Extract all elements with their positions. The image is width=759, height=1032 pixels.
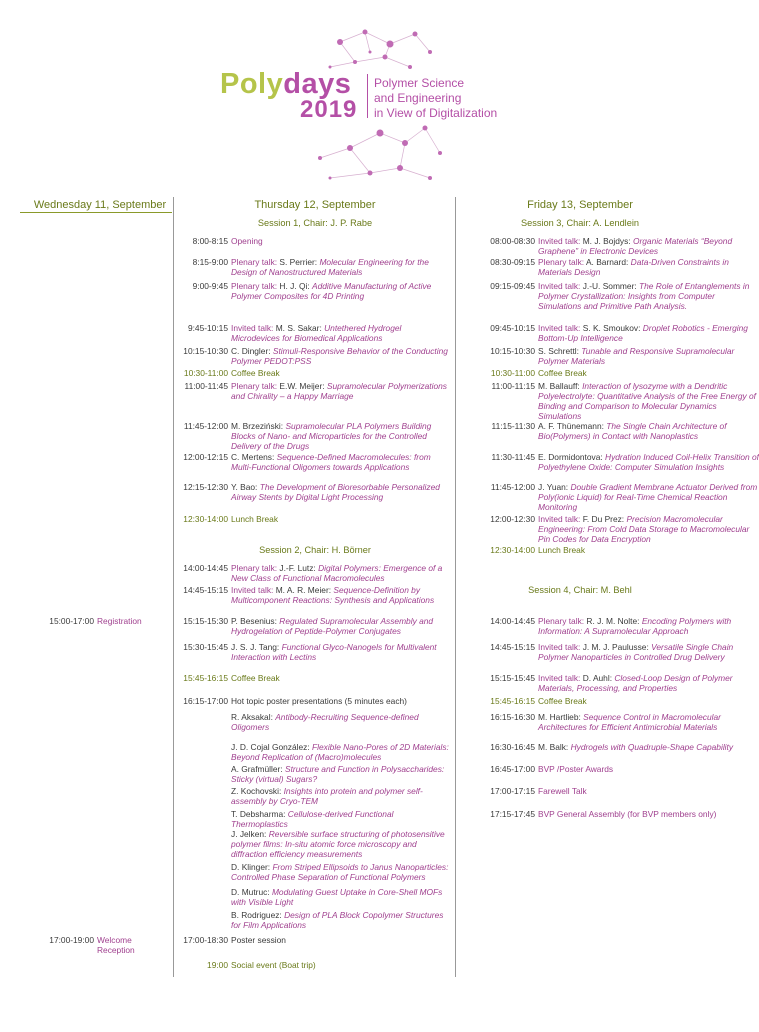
session-4-header: Session 4, Chair: M. Behl xyxy=(528,585,632,595)
wednesday-underline xyxy=(20,212,172,213)
column-divider-2 xyxy=(455,197,456,977)
molecule-network-bottom-icon xyxy=(300,118,450,190)
session-3-header: Session 3, Chair: A. Lendlein xyxy=(521,218,639,228)
logo-divider xyxy=(367,74,368,118)
logo-wordmark: Polydays xyxy=(220,68,352,100)
day-header-wednesday: Wednesday 11, September xyxy=(33,199,167,211)
session-2-header: Session 2, Chair: H. Börner xyxy=(259,545,371,555)
logo-subtitle-3: in View of Digitalization xyxy=(374,106,498,120)
day-header-thursday: Thursday 12, September xyxy=(254,199,376,211)
day-header-friday: Friday 13, September xyxy=(527,199,633,211)
column-divider-1 xyxy=(173,197,174,977)
session-1-header: Session 1, Chair: J. P. Rabe xyxy=(257,218,373,228)
logo-year: 2019 xyxy=(300,96,358,123)
logo-subtitle-2: and Engineering xyxy=(374,91,462,105)
logo-subtitle-1: Polymer Science xyxy=(374,76,465,90)
